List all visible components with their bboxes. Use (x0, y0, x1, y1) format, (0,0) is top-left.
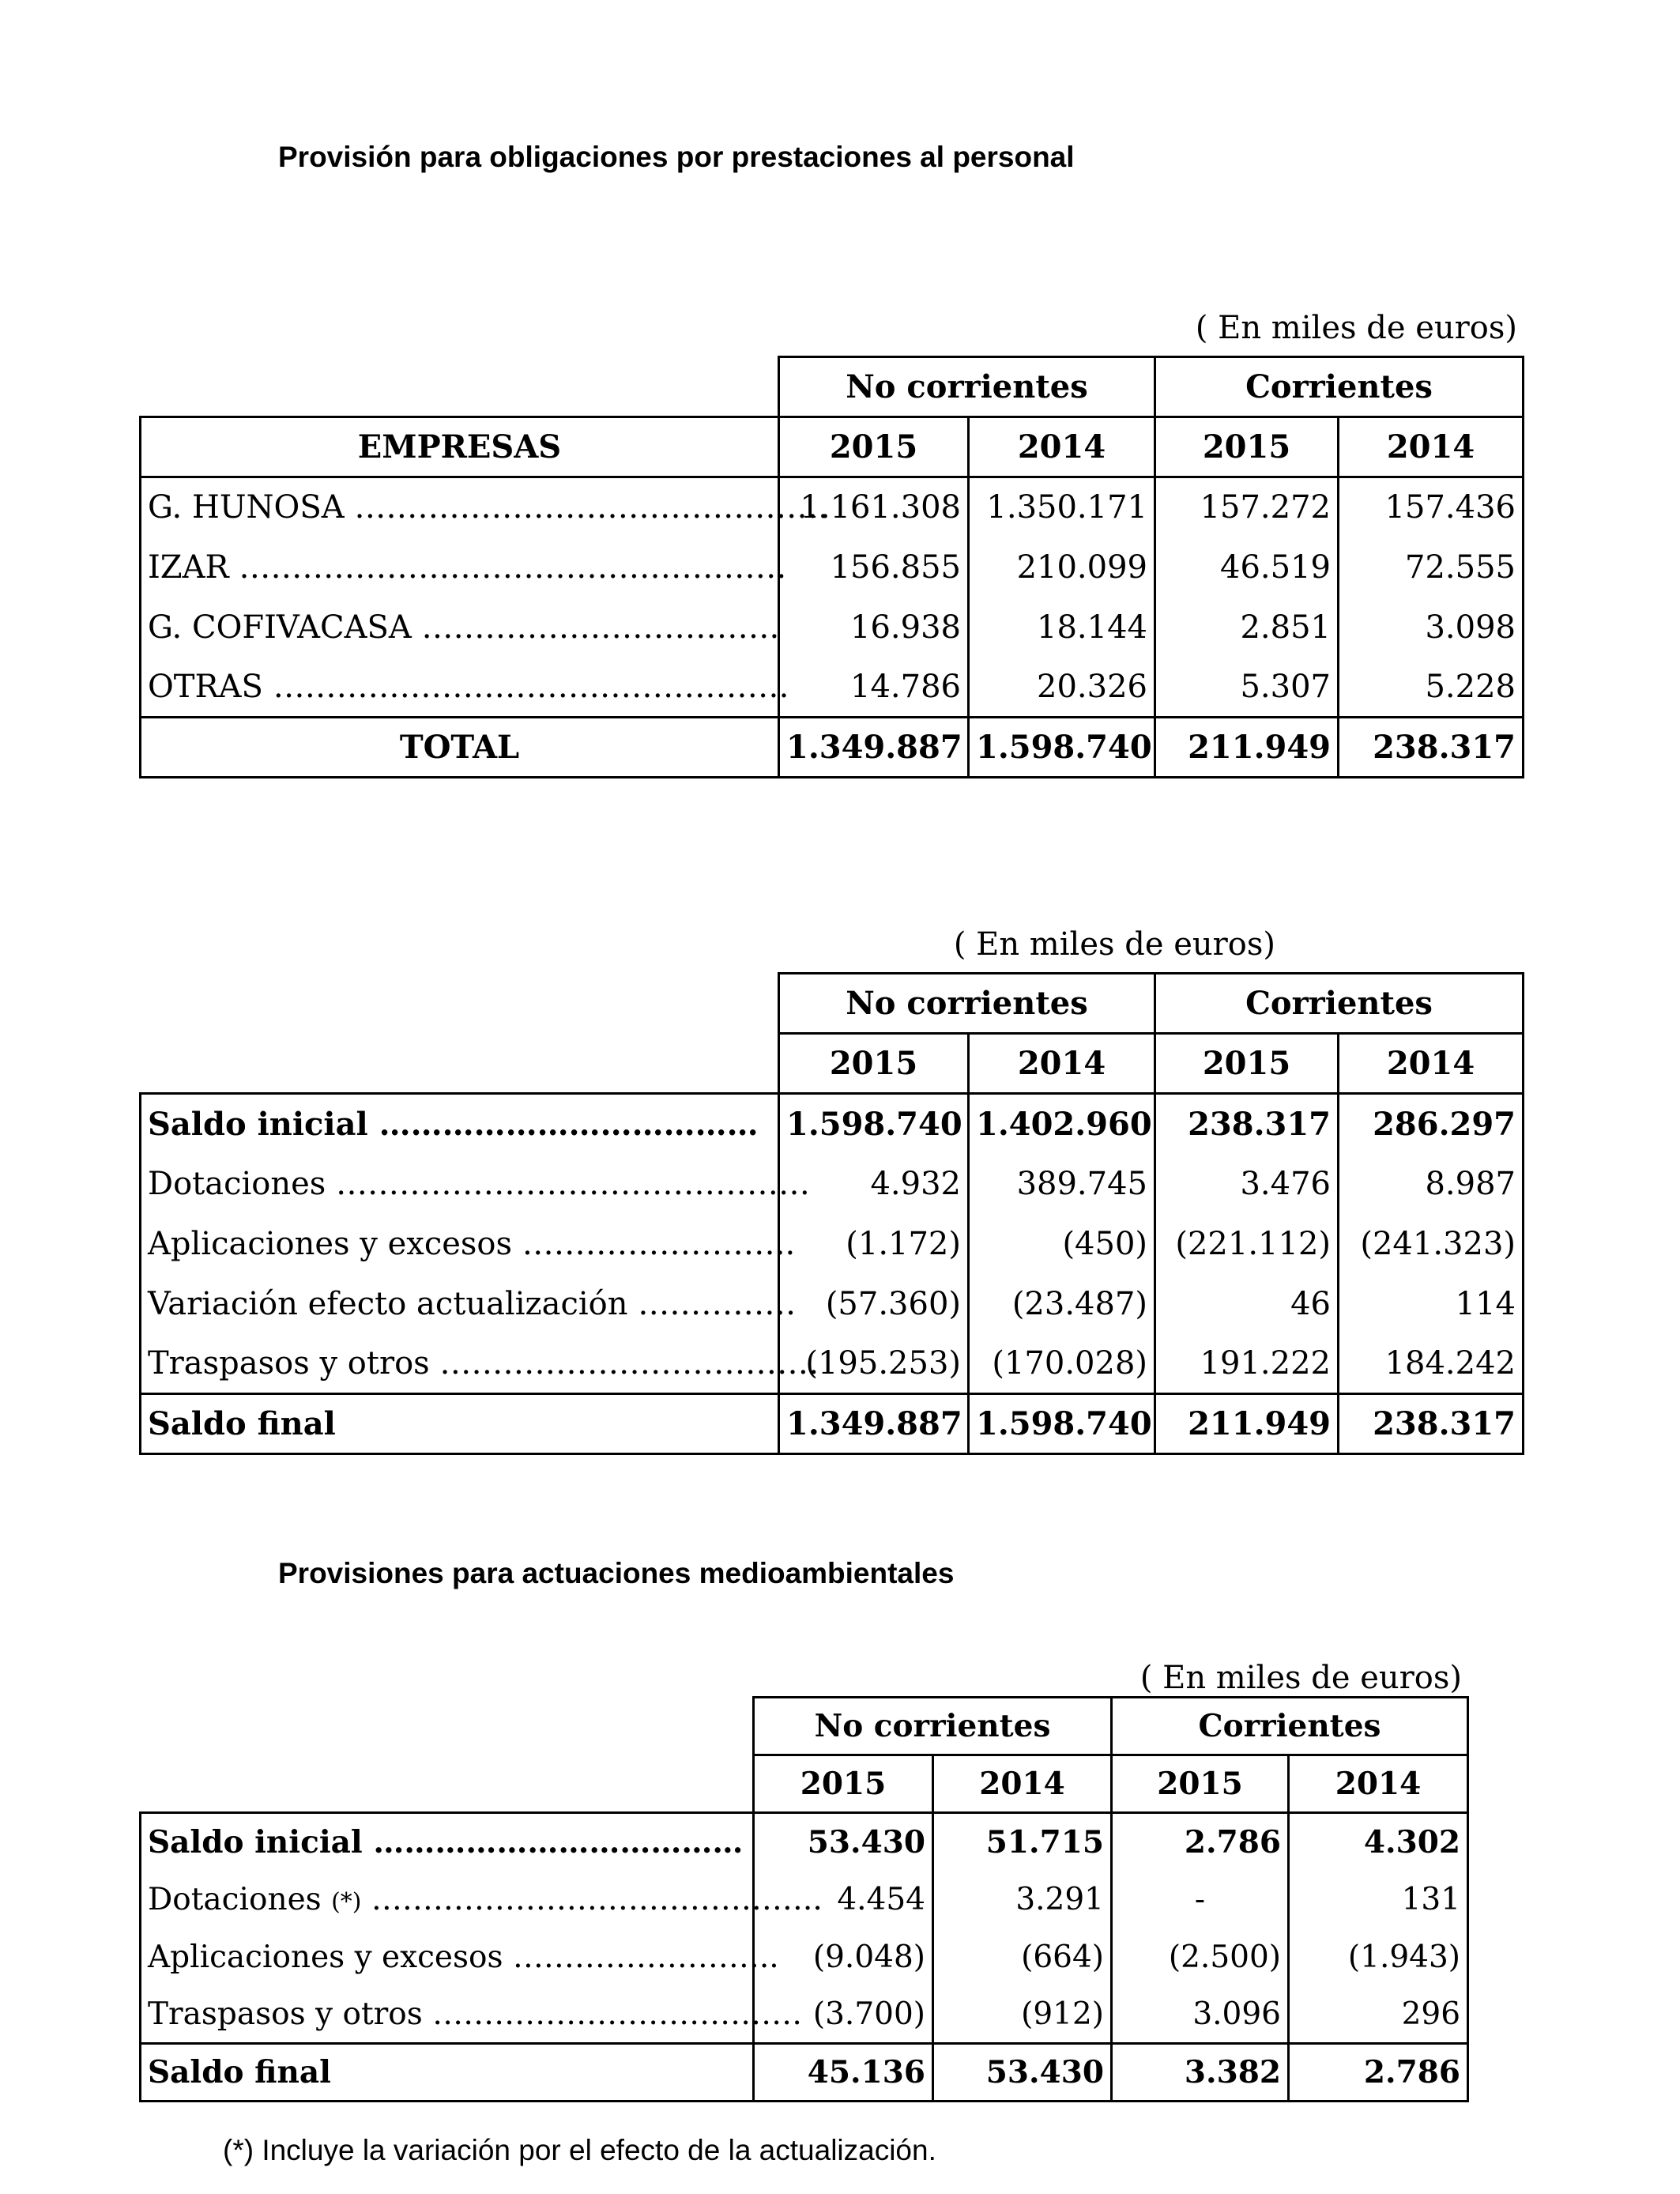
cell-value: 1.598.740 (969, 1394, 1155, 1454)
row-label: Aplicaciones y excesos …………………….. (141, 1214, 779, 1274)
cell-value: 3.098 (1339, 598, 1524, 658)
table-row (141, 1871, 1468, 1928)
cell-value: 14.786 (779, 658, 969, 718)
cell-value: 16.938 (779, 598, 969, 658)
year-header: 2015 (779, 1034, 969, 1094)
row-label: Saldo inicial ……………………………… (141, 1094, 779, 1154)
group-header-corrientes: Corrientes (1112, 1698, 1468, 1755)
table-row (141, 598, 1524, 658)
table-row (141, 1154, 1524, 1214)
footnote-mark: (*) (331, 1887, 362, 1916)
year-header: 2014 (969, 1034, 1155, 1094)
cell-value: 46 (1155, 1274, 1339, 1334)
cell-value: (912) (933, 1986, 1112, 2044)
units-label-table2: ( En miles de euros) (953, 926, 1275, 963)
cell-value: (221.112) (1155, 1214, 1339, 1274)
leader-dots: …………………………………….. (371, 1881, 823, 1917)
group-header-corrientes: Corrientes (1155, 357, 1524, 417)
cell-value: (2.500) (1112, 1928, 1289, 1986)
empty-corner (141, 974, 779, 1034)
cell-value: 18.144 (969, 598, 1155, 658)
row-label: Saldo inicial ……………………………… (141, 1813, 754, 1871)
table-row (141, 1274, 1524, 1334)
cell-value: (450) (969, 1214, 1155, 1274)
cell-value: 1.402.960 (969, 1094, 1155, 1154)
row-label (141, 1871, 823, 1928)
row-label: Traspasos y otros ……………………………… (141, 1986, 754, 2044)
row-label: G. COFIVACASA ……………………………. (141, 598, 779, 658)
cell-value: (57.360) (779, 1274, 969, 1334)
cell-value: 1.349.887 (779, 1394, 969, 1454)
opening-balance-row (141, 1094, 1524, 1154)
cell-value: 210.099 (969, 537, 1155, 598)
cell-value: 46.519 (1155, 537, 1339, 598)
cell-value: 286.297 (1339, 1094, 1524, 1154)
cell-value: 238.317 (1155, 1094, 1339, 1154)
total-value: 1.349.887 (779, 718, 969, 778)
year-header: 2015 (779, 417, 969, 477)
group-header-no-corrientes: No corrientes (779, 357, 1155, 417)
cell-value: 5.228 (1339, 658, 1524, 718)
year-header: 2015 (1155, 1034, 1339, 1094)
column-header-empresas: EMPRESAS (141, 417, 779, 477)
row-label: Variación efecto actualización …………… (141, 1274, 779, 1334)
section-title-personal: Provisión para obligaciones por prestaciones al personal (278, 141, 1075, 173)
year-header: 2014 (1289, 1755, 1468, 1813)
empty-corner (141, 1034, 779, 1094)
cell-value: 2.786 (1289, 2044, 1468, 2102)
group-header-no-corrientes: No corrientes (779, 974, 1155, 1034)
row-label-main: Dotaciones (148, 1881, 322, 1917)
table-row (141, 1986, 1468, 2044)
cell-value: (23.487) (969, 1274, 1155, 1334)
total-label: TOTAL (141, 718, 779, 778)
cell-value: 53.430 (933, 2044, 1112, 2102)
row-label: Aplicaciones y excesos …………………….. (141, 1928, 754, 1986)
cell-value: 4.932 (779, 1154, 969, 1214)
empty-corner (141, 1698, 754, 1755)
cell-value: - (1112, 1871, 1289, 1928)
cell-value: (664) (933, 1928, 1112, 1986)
year-header: 2014 (969, 417, 1155, 477)
table-personal-by-company (139, 356, 1524, 778)
cell-value: 296 (1289, 1986, 1468, 2044)
year-header: 2014 (933, 1755, 1112, 1813)
cell-value: (9.048) (754, 1928, 933, 1986)
year-header: 2014 (1339, 417, 1524, 477)
cell-value: (170.028) (969, 1334, 1155, 1394)
group-header-no-corrientes: No corrientes (754, 1698, 1112, 1755)
cell-value: 157.272 (1155, 477, 1339, 537)
cell-value: 3.476 (1155, 1154, 1339, 1214)
table-row (141, 1334, 1524, 1394)
cell-value: (241.323) (1339, 1214, 1524, 1274)
cell-value: 4.454 (754, 1871, 933, 1928)
cell-value: 184.242 (1339, 1334, 1524, 1394)
row-label: Saldo final (141, 2044, 754, 2102)
cell-value: 72.555 (1339, 537, 1524, 598)
empty-corner (141, 1755, 754, 1813)
cell-value: 8.987 (1339, 1154, 1524, 1214)
cell-value: 53.430 (754, 1813, 933, 1871)
row-label: IZAR ……………………………………………. (141, 537, 779, 598)
row-label: G. HUNOSA ……………………………………… (141, 477, 779, 537)
cell-value: 191.222 (1155, 1334, 1339, 1394)
table-row (141, 477, 1524, 537)
cell-value: 238.317 (1339, 1394, 1524, 1454)
cell-value: 4.302 (1289, 1813, 1468, 1871)
cell-value: 114 (1339, 1274, 1524, 1334)
units-label-table1: ( En miles de euros) (1195, 310, 1517, 346)
row-label: Dotaciones ……………………………………… (141, 1154, 779, 1214)
closing-balance-row (141, 2044, 1468, 2102)
row-label: Saldo final (141, 1394, 779, 1454)
table-personal-movements (139, 972, 1524, 1455)
cell-value: 3.096 (1112, 1986, 1289, 2044)
cell-value: 157.436 (1339, 477, 1524, 537)
cell-value: (1.943) (1289, 1928, 1468, 1986)
row-label: Traspasos y otros ……………………………… (141, 1334, 779, 1394)
year-header: 2014 (1339, 1034, 1524, 1094)
total-value: 1.598.740 (969, 718, 1155, 778)
cell-value: 3.291 (933, 1871, 1112, 1928)
table-row (141, 1214, 1524, 1274)
total-value: 211.949 (1155, 718, 1339, 778)
closing-balance-row (141, 1394, 1524, 1454)
cell-value: 389.745 (969, 1154, 1155, 1214)
cell-value: (3.700) (754, 1986, 933, 2044)
cell-value: 20.326 (969, 658, 1155, 718)
cell-value: 5.307 (1155, 658, 1339, 718)
cell-value: 156.855 (779, 537, 969, 598)
cell-value: 1.350.171 (969, 477, 1155, 537)
group-header-corrientes: Corrientes (1155, 974, 1524, 1034)
cell-value: 2.786 (1112, 1813, 1289, 1871)
table-row (141, 537, 1524, 598)
opening-balance-row (141, 1813, 1468, 1871)
cell-value: 3.382 (1112, 2044, 1289, 2102)
row-label: OTRAS …………………………………………. (141, 658, 779, 718)
cell-value: 51.715 (933, 1813, 1112, 1871)
footnote: (*) Incluye la variación por el efecto de la actualización. (223, 2134, 936, 2166)
cell-value: (195.253) (779, 1334, 969, 1394)
cell-value: 131 (1289, 1871, 1468, 1928)
empty-corner (141, 357, 779, 417)
year-header: 2015 (1112, 1755, 1289, 1813)
section-title-environmental: Provisiones para actuaciones medioambientales (278, 1557, 955, 1589)
cell-value: 1.598.740 (779, 1094, 969, 1154)
year-header: 2015 (754, 1755, 933, 1813)
year-header: 2015 (1155, 417, 1339, 477)
cell-value: 211.949 (1155, 1394, 1339, 1454)
table-environmental-movements (139, 1696, 1469, 2102)
units-label-table3: ( En miles de euros) (1139, 1660, 1462, 1696)
table-row (141, 1928, 1468, 1986)
cell-value: 1.161.308 (779, 477, 969, 537)
table-row (141, 658, 1524, 718)
cell-value: 45.136 (754, 2044, 933, 2102)
total-row (141, 718, 1524, 778)
cell-value: (1.172) (779, 1214, 969, 1274)
total-value: 238.317 (1339, 718, 1524, 778)
cell-value: 2.851 (1155, 598, 1339, 658)
